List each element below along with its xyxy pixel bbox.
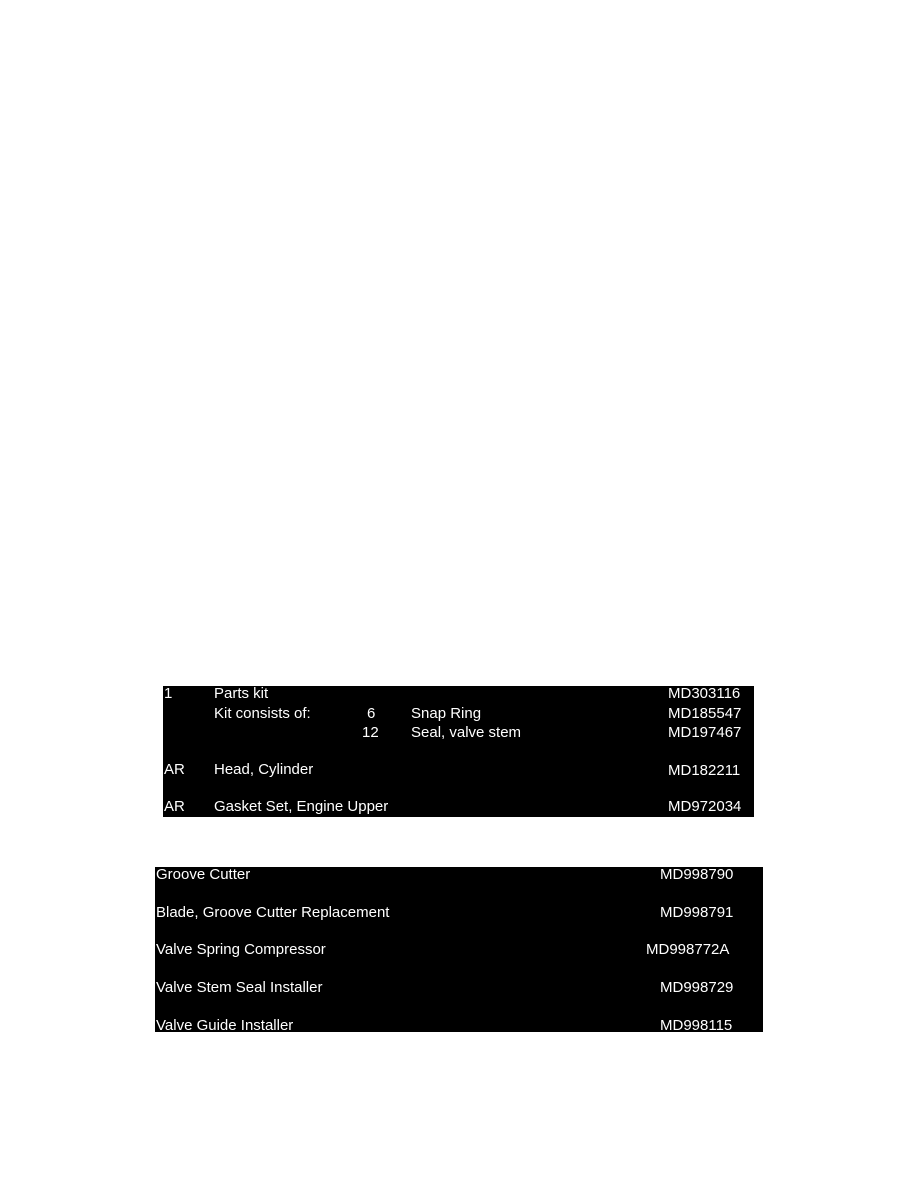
parts-row-description: Kit consists of: bbox=[214, 705, 311, 722]
parts-row-sub-description: Seal, valve stem bbox=[411, 724, 522, 741]
tool-part-number: MD998729 bbox=[660, 979, 734, 996]
parts-row-qty: 1 bbox=[164, 685, 173, 702]
tool-part-number: MD998791 bbox=[660, 904, 734, 921]
tool-part-number: MD998790 bbox=[660, 866, 734, 883]
tool-name: Valve Spring Compressor bbox=[156, 941, 326, 958]
parts-row-part-number: MD303116 bbox=[668, 685, 741, 702]
tool-part-number: MD998115 bbox=[660, 1017, 733, 1034]
parts-row-description: Parts kit bbox=[214, 685, 269, 702]
tool-name: Valve Guide Installer bbox=[156, 1017, 294, 1034]
parts-row-part-number: MD182211 bbox=[668, 762, 741, 779]
parts-row-part-number: MD197467 bbox=[668, 724, 742, 741]
parts-row-qty: AR bbox=[164, 761, 185, 778]
parts-table bbox=[163, 686, 754, 817]
special-tools-table bbox=[155, 867, 763, 1032]
tool-name: Groove Cutter bbox=[156, 866, 251, 883]
parts-row-sub-description: Snap Ring bbox=[411, 705, 482, 722]
tool-name: Blade, Groove Cutter Replacement bbox=[156, 904, 390, 921]
parts-row-description: Gasket Set, Engine Upper bbox=[214, 798, 389, 815]
tool-part-number: MD998772A bbox=[646, 941, 730, 958]
parts-row-qty: AR bbox=[164, 798, 185, 815]
parts-row-description: Head, Cylinder bbox=[214, 761, 314, 778]
tool-name: Valve Stem Seal Installer bbox=[156, 979, 323, 996]
parts-row-part-number: MD972034 bbox=[668, 798, 742, 815]
parts-row-sub-qty: 12 bbox=[362, 724, 379, 741]
parts-row-sub-qty: 6 bbox=[367, 705, 376, 722]
parts-row-part-number: MD185547 bbox=[668, 705, 742, 722]
